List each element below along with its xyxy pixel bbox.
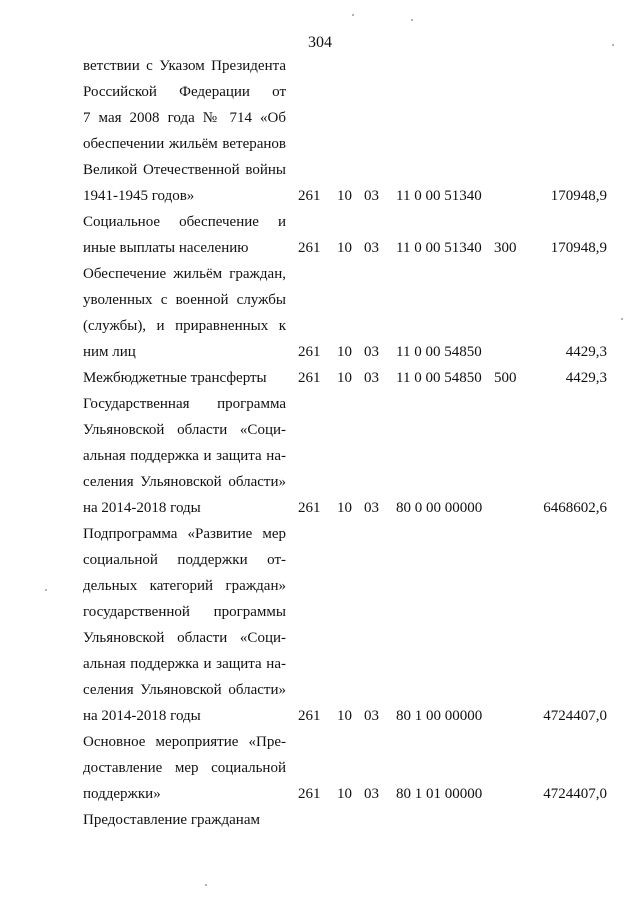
ved-cell: 261: [298, 344, 321, 360]
row-name-line: поддержки»: [83, 786, 161, 802]
page-number: 304: [308, 34, 332, 51]
csr-cell: 80 0 00 00000: [396, 500, 483, 516]
row-name-line: государственной программы: [83, 604, 286, 620]
row-name-line: ним лиц: [83, 344, 136, 360]
sum-cell: 4429,3: [565, 344, 607, 360]
row-name-line: альная поддержка и защита на-: [83, 656, 286, 672]
rz-cell: 10: [337, 240, 352, 256]
csr-cell: 11 0 00 54850: [396, 344, 482, 360]
row-name-line: Ульяновской области «Соци-: [83, 422, 286, 438]
rz-cell: 10: [337, 500, 352, 516]
row-name-line: Подпрограмма «Развитие мер: [83, 526, 286, 542]
ved-cell: 261: [298, 188, 321, 204]
row-name-line: доставление мер социальной: [83, 760, 286, 776]
row-name-line: Великой Отечественной войны: [83, 162, 286, 178]
sum-cell: 170948,9: [550, 240, 607, 256]
csr-cell: 11 0 00 54850: [396, 370, 482, 386]
row-name-line: Предоставление гражданам: [83, 812, 260, 828]
row-name-line: (службы), и приравненных к: [83, 318, 286, 334]
row-name-line: обеспечении жильём ветеранов: [83, 136, 286, 152]
scan-speck: [621, 318, 623, 320]
row-name-line: селения Ульяновской области»: [83, 682, 286, 698]
csr-cell: 80 1 00 00000: [396, 708, 483, 724]
row-name-line: Российской Федерации от: [83, 84, 286, 100]
rz-cell: 10: [337, 708, 352, 724]
pr-cell: 03: [364, 344, 379, 360]
pr-cell: 03: [364, 240, 379, 256]
row-name-line: социальной поддержки от-: [83, 552, 286, 568]
row-name-line: дельных категорий граждан»: [83, 578, 286, 594]
ved-cell: 261: [298, 240, 321, 256]
row-name-line: 7 мая 2008 года № 714 «Об: [83, 110, 286, 126]
row-name-line: Основное мероприятие «Пре-: [83, 734, 286, 750]
row-name-line: альная поддержка и защита на-: [83, 448, 286, 464]
ved-cell: 261: [298, 708, 321, 724]
pr-cell: 03: [364, 370, 379, 386]
pr-cell: 03: [364, 786, 379, 802]
sum-cell: 4429,3: [565, 370, 607, 386]
row-name-line: Межбюджетные трансферты: [83, 370, 267, 386]
ved-cell: 261: [298, 370, 321, 386]
csr-cell: 11 0 00 51340: [396, 240, 482, 256]
rz-cell: 10: [337, 370, 352, 386]
sum-cell: 4724407,0: [543, 786, 607, 802]
row-name-line: Обеспечение жильём граждан,: [83, 266, 286, 282]
row-name-line: Ульяновской области «Соци-: [83, 630, 286, 646]
sum-cell: 4724407,0: [543, 708, 607, 724]
rz-cell: 10: [337, 188, 352, 204]
vr-cell: 500: [494, 370, 517, 386]
scan-speck: [45, 589, 47, 591]
ved-cell: 261: [298, 500, 321, 516]
row-name-line: Государственная программа: [83, 396, 286, 412]
row-name-line: селения Ульяновской области»: [83, 474, 286, 490]
rz-cell: 10: [337, 344, 352, 360]
csr-cell: 11 0 00 51340: [396, 188, 482, 204]
ved-cell: 261: [298, 786, 321, 802]
scan-speck: [352, 14, 354, 16]
pr-cell: 03: [364, 708, 379, 724]
pr-cell: 03: [364, 500, 379, 516]
row-name-line: Социальное обеспечение и: [83, 214, 286, 230]
scan-speck: [411, 19, 413, 21]
sum-cell: 170948,9: [550, 188, 607, 204]
row-name-line: ветствии с Указом Президента: [83, 58, 286, 74]
scan-speck: [612, 44, 614, 46]
row-name-line: 1941-1945 годов»: [83, 188, 195, 204]
row-name-line: на 2014-2018 годы: [83, 500, 201, 516]
vr-cell: 300: [494, 240, 517, 256]
scan-speck: [205, 884, 207, 886]
rz-cell: 10: [337, 786, 352, 802]
csr-cell: 80 1 01 00000: [396, 786, 483, 802]
row-name-line: на 2014-2018 годы: [83, 708, 201, 724]
pr-cell: 03: [364, 188, 379, 204]
row-name-line: иные выплаты населению: [83, 240, 249, 256]
row-name-line: уволенных с военной службы: [83, 292, 286, 308]
sum-cell: 6468602,6: [543, 500, 607, 516]
